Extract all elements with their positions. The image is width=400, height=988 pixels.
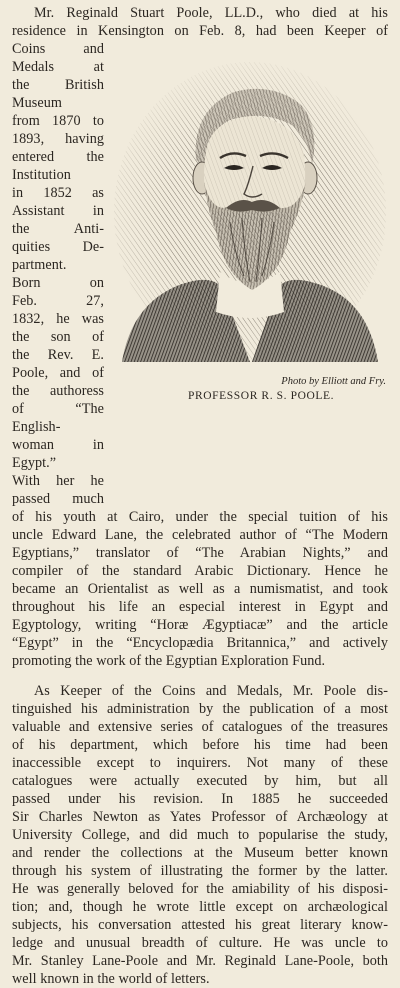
article-line: through his system of illustrating the former by the latter. [12,863,388,879]
article-line: ledge and unusual breadth of culture. He was uncle to [12,935,388,951]
article-line: became an Orientalist as well as a numismatist, and took [12,581,388,597]
article-line: throughout his life an especial interest in Egypt and [12,599,388,615]
article-line: of his department, which before his time had been [12,737,388,753]
article-line: of his youth at Cairo, under the special tuition of his [12,509,388,525]
article-line: Egyptology, writing “Horæ Ægyptiacæ” and the article [12,617,388,633]
article-line: in 1852 as [12,185,104,201]
article-line: the British [12,77,104,93]
photo-credit: Photo by Elliott and Fry. [281,376,386,387]
article-line: passed under his revision. In 1885 he succeeded [12,791,388,807]
article-line: Egypt.” [12,455,57,471]
portrait-caption: PROFESSOR R. S. POOLE. [188,390,335,402]
article-line: Coins and [12,41,104,57]
article-line: inaccessible except to inquirers. Not many of these [12,755,388,771]
article-line: the Anti- [12,221,104,237]
article-line: Egyptians,” translator of “The Arabian Nights,” and [12,545,388,561]
article-line: Medals at [12,59,104,75]
article-line: Institution [12,167,71,183]
article-line: Mr. Reginald Stuart Poole, LL.D., who died at his [34,5,388,21]
article-line: partment. [12,257,67,273]
article-line: uncle Edward Lane, the celebrated author of “The Modern [12,527,388,543]
article-line: compiler of the standard Arabic Dictionary. Hence he [12,563,388,579]
article-line: “Egypt” in the “Encyclopædia Britannica,” and actively [12,635,388,651]
article-line: English- [12,419,61,435]
article-line: He was generally beloved for the amiability of his disposi- [12,881,388,897]
article-line: promoting the work of the Egyptian Exploration Fund. [12,653,326,669]
article-line: passed much [12,491,104,507]
article-line: from 1870 to [12,113,104,129]
article-line: the authoress [12,383,104,399]
article-line: Sir Charles Newton as Yates Professor of Archæology at [12,809,388,825]
article-line: well known in the world of letters. [12,971,210,987]
article-line: Museum [12,95,62,111]
article-line: University College, and did much to popularise the study, [12,827,388,843]
article-line: the Rev. E. [12,347,104,363]
article-line: Mr. Stanley Lane-Poole and Mr. Reginald Lane-Poole, both [12,953,388,969]
article-line: the son of [12,329,104,345]
article-line: and render the collections at the Museum better known [12,845,388,861]
article-line: As Keeper of the Coins and Medals, Mr. Poole dis- [34,683,388,699]
article-line: quities De- [12,239,104,255]
article-line: With her he [12,473,104,489]
article-line: 1893, having [12,131,104,147]
article-line: 1832, he was [12,311,104,327]
article-line: Assistant in [12,203,104,219]
article-line: Poole, and of [12,365,104,381]
article-line: tion; and, though he wrote little except on archæological [12,899,388,915]
article-line: Born on [12,275,104,291]
article-line: entered the [12,149,104,165]
article-line: residence in Kensington on Feb. 8, had been Keeper of [12,23,388,39]
portrait-engraving [112,62,388,367]
article-line: woman in [12,437,104,453]
article-line: subjects, his conversation attested his great literary know- [12,917,388,933]
article-line: of “The [12,401,104,417]
article-line: tinguished his administration by the publication of a most [12,701,388,717]
article-line: valuable and extensive series of catalogues of the treasures [12,719,388,735]
article-line: Feb. 27, [12,293,104,309]
article-line: catalogues were actually executed by him, but all [12,773,388,789]
